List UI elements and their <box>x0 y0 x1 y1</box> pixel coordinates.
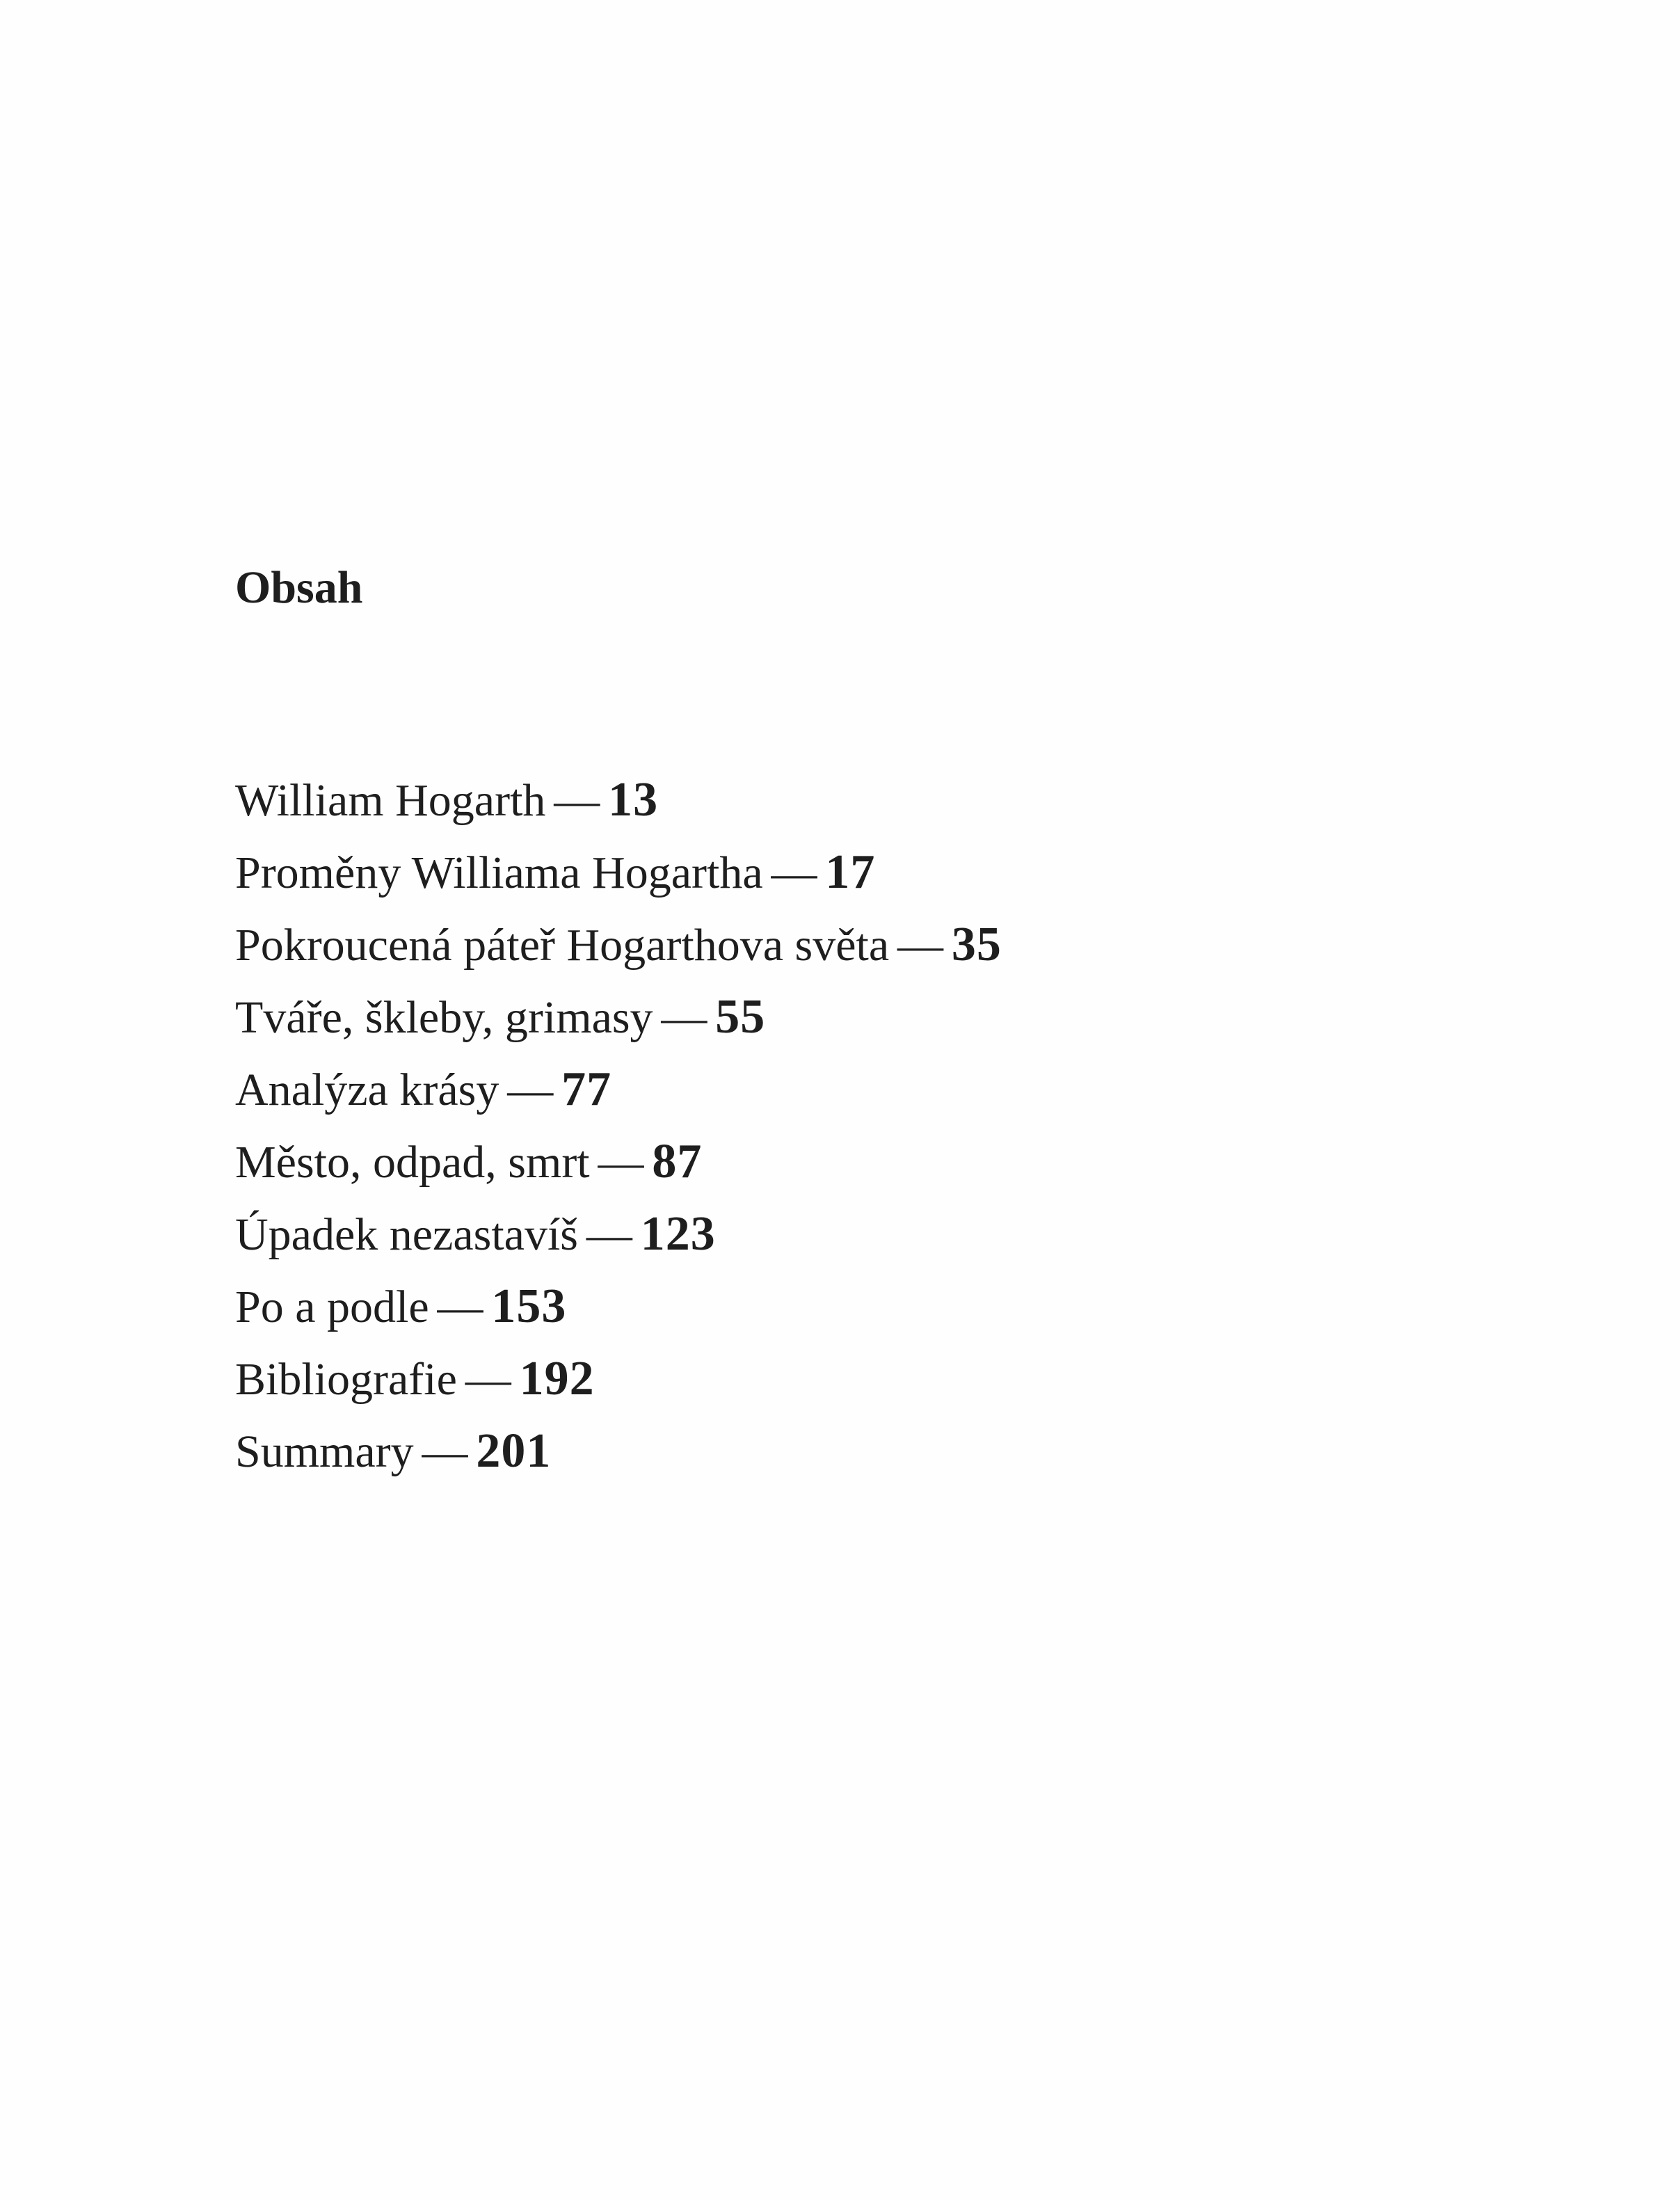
toc-entry-label: William Hogarth <box>235 775 546 826</box>
toc-entry-label: Summary <box>235 1426 414 1477</box>
toc-separator: — <box>437 1282 483 1332</box>
toc-entry-label: Úpadek nezastavíš <box>235 1209 578 1260</box>
toc-page-number: 35 <box>951 918 1002 971</box>
toc-entry-label: Proměny Williama Hogartha <box>235 847 763 898</box>
toc-separator: — <box>507 1065 554 1115</box>
toc-page-number: 13 <box>608 773 659 827</box>
toc-entry <box>235 1343 1002 1415</box>
toc-separator: — <box>422 1426 468 1477</box>
toc-entry <box>235 1415 1002 1488</box>
toc-entry-label: Pokroucená páteř Hogarthova světa <box>235 920 890 971</box>
toc-entry-label: Po a podle <box>235 1282 429 1332</box>
toc-page-number: 153 <box>491 1280 567 1333</box>
toc-entry <box>235 1053 1002 1126</box>
toc-entry <box>235 1198 1002 1270</box>
toc-page-number: 192 <box>519 1352 595 1405</box>
page-title: Obsah <box>235 562 363 613</box>
toc-page-number: 77 <box>561 1062 612 1116</box>
toc-entry <box>235 764 1002 836</box>
toc-entry-label: Město, odpad, smrt <box>235 1137 590 1188</box>
toc-separator: — <box>897 920 944 971</box>
toc-entry <box>235 981 1002 1053</box>
toc-separator: — <box>465 1354 511 1405</box>
table-of-contents <box>235 764 1002 1488</box>
toc-entry-label: Tváře, škleby, grimasy <box>235 992 653 1043</box>
toc-entry <box>235 909 1002 981</box>
toc-entry <box>235 1126 1002 1198</box>
toc-entry-label: Analýza krásy <box>235 1065 499 1115</box>
toc-page-number: 123 <box>640 1207 716 1261</box>
toc-separator: — <box>586 1209 632 1260</box>
toc-page-number: 17 <box>825 845 876 899</box>
toc-separator: — <box>598 1137 644 1188</box>
toc-page-number: 55 <box>715 990 766 1044</box>
toc-entry-label: Bibliografie <box>235 1354 457 1405</box>
toc-entry <box>235 836 1002 909</box>
toc-page-number: 201 <box>476 1424 552 1478</box>
toc-separator: — <box>771 847 817 898</box>
toc-separator: — <box>661 992 707 1043</box>
toc-separator: — <box>554 775 600 826</box>
toc-page-number: 87 <box>652 1135 703 1188</box>
toc-entry <box>235 1270 1002 1343</box>
